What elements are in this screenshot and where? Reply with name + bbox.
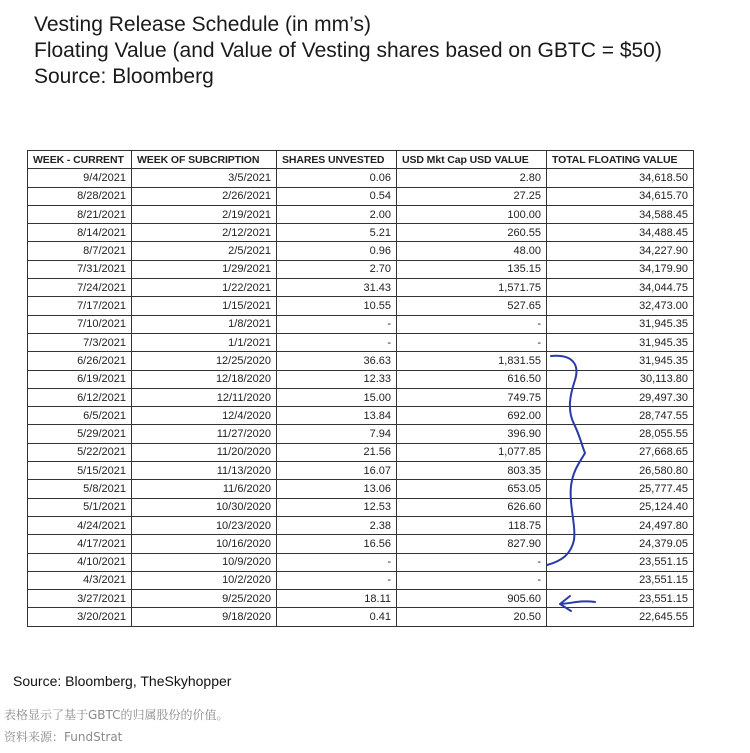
cell-week-current: 5/1/2021	[28, 498, 132, 516]
cell-shares-unvested: 12.53	[277, 498, 397, 516]
cell-week-subscription: 2/12/2021	[132, 224, 277, 242]
cell-usd-value: 396.90	[397, 425, 547, 443]
cell-shares-unvested: 36.63	[277, 352, 397, 370]
cell-week-subscription: 11/13/2020	[132, 462, 277, 480]
heading-title: Vesting Release Schedule (in mm’s)	[34, 13, 371, 36]
cell-shares-unvested: 12.33	[277, 370, 397, 388]
cell-week-current: 5/8/2021	[28, 480, 132, 498]
footer-caption-cn: 表格显示了基于GBTC的归属股份的价值。	[4, 708, 229, 722]
cell-week-subscription: 10/30/2020	[132, 498, 277, 516]
table-row	[28, 205, 694, 223]
table-row	[28, 553, 694, 571]
table-row	[28, 169, 694, 187]
cell-week-subscription: 3/5/2021	[132, 169, 277, 187]
cell-week-subscription: 12/11/2020	[132, 388, 277, 406]
cell-week-current: 7/31/2021	[28, 260, 132, 278]
cell-week-subscription: 1/1/2021	[132, 333, 277, 351]
cell-total-floating: 32,473.00	[547, 297, 694, 315]
cell-total-floating: 22,645.55	[547, 608, 694, 626]
vesting-table-container	[27, 150, 694, 627]
cell-shares-unvested: -	[277, 571, 397, 589]
cell-usd-value: 1,571.75	[397, 279, 547, 297]
cell-week-current: 8/14/2021	[28, 224, 132, 242]
cell-usd-value: 626.60	[397, 498, 547, 516]
cell-usd-value: 827.90	[397, 535, 547, 553]
cell-usd-value: 48.00	[397, 242, 547, 260]
cell-total-floating: 34,615.70	[547, 187, 694, 205]
cell-total-floating: 31,945.35	[547, 352, 694, 370]
cell-week-subscription: 1/22/2021	[132, 279, 277, 297]
cell-week-subscription: 11/6/2020	[132, 480, 277, 498]
cell-usd-value: 27.25	[397, 187, 547, 205]
cell-week-current: 3/20/2021	[28, 608, 132, 626]
col-week-subscription: WEEK OF SUBCRIPTION	[132, 151, 277, 169]
cell-total-floating: 23,551.15	[547, 553, 694, 571]
cell-usd-value: 616.50	[397, 370, 547, 388]
table-row	[28, 608, 694, 626]
cell-usd-value: 1,077.85	[397, 443, 547, 461]
cell-week-subscription: 11/20/2020	[132, 443, 277, 461]
cell-usd-value: -	[397, 333, 547, 351]
cell-week-current: 5/22/2021	[28, 443, 132, 461]
cell-week-current: 6/19/2021	[28, 370, 132, 388]
cell-total-floating: 31,945.35	[547, 315, 694, 333]
cell-usd-value: 20.50	[397, 608, 547, 626]
footer-source-cn: 资料来源：FundStrat	[4, 730, 123, 744]
cell-week-current: 5/15/2021	[28, 462, 132, 480]
table-row	[28, 279, 694, 297]
cell-shares-unvested: 13.84	[277, 407, 397, 425]
table-row	[28, 333, 694, 351]
cell-week-current: 8/28/2021	[28, 187, 132, 205]
table-row	[28, 370, 694, 388]
table-row	[28, 590, 694, 608]
cell-shares-unvested: 16.56	[277, 535, 397, 553]
col-total-floating: TOTAL FLOATING VALUE	[547, 151, 694, 169]
heading-subtitle: Floating Value (and Value of Vesting shares based on GBTC = $50)	[34, 39, 662, 62]
col-week-current: WEEK - CURRENT	[28, 151, 132, 169]
cell-total-floating: 29,497.30	[547, 388, 694, 406]
cell-shares-unvested: -	[277, 315, 397, 333]
cell-week-subscription: 11/27/2020	[132, 425, 277, 443]
cell-total-floating: 23,551.15	[547, 571, 694, 589]
cell-shares-unvested: 7.94	[277, 425, 397, 443]
cell-shares-unvested: 13.06	[277, 480, 397, 498]
cell-week-current: 7/3/2021	[28, 333, 132, 351]
cell-week-subscription: 12/4/2020	[132, 407, 277, 425]
cell-usd-value: 118.75	[397, 516, 547, 534]
cell-usd-value: 1,831.55	[397, 352, 547, 370]
cell-usd-value: 749.75	[397, 388, 547, 406]
table-row	[28, 571, 694, 589]
cell-week-current: 7/24/2021	[28, 279, 132, 297]
cell-total-floating: 24,379.05	[547, 535, 694, 553]
cell-week-current: 8/21/2021	[28, 205, 132, 223]
table-row	[28, 242, 694, 260]
table-row	[28, 260, 694, 278]
table-row	[28, 407, 694, 425]
cell-total-floating: 34,179.90	[547, 260, 694, 278]
cell-usd-value: 2.80	[397, 169, 547, 187]
cell-week-current: 4/17/2021	[28, 535, 132, 553]
cell-week-subscription: 1/8/2021	[132, 315, 277, 333]
footer-source: Source: Bloomberg, TheSkyhopper	[13, 673, 232, 689]
cell-week-current: 9/4/2021	[28, 169, 132, 187]
table-header-row	[28, 151, 694, 169]
col-usd-value: USD Mkt Cap USD VALUE	[397, 151, 547, 169]
cell-week-current: 7/10/2021	[28, 315, 132, 333]
heading-source: Source: Bloomberg	[34, 65, 214, 88]
cell-week-subscription: 2/19/2021	[132, 205, 277, 223]
cell-total-floating: 24,497.80	[547, 516, 694, 534]
table-row	[28, 224, 694, 242]
cell-total-floating: 31,945.35	[547, 333, 694, 351]
cell-total-floating: 25,777.45	[547, 480, 694, 498]
table-row	[28, 297, 694, 315]
cell-shares-unvested: 16.07	[277, 462, 397, 480]
table-row	[28, 388, 694, 406]
cell-shares-unvested: 5.21	[277, 224, 397, 242]
cell-usd-value: 803.35	[397, 462, 547, 480]
cell-shares-unvested: 0.96	[277, 242, 397, 260]
cell-week-current: 5/29/2021	[28, 425, 132, 443]
cell-week-subscription: 2/5/2021	[132, 242, 277, 260]
cell-week-current: 3/27/2021	[28, 590, 132, 608]
cell-total-floating: 34,588.45	[547, 205, 694, 223]
cell-total-floating: 34,488.45	[547, 224, 694, 242]
cell-total-floating: 23,551.15	[547, 590, 694, 608]
cell-week-subscription: 1/15/2021	[132, 297, 277, 315]
cell-usd-value: 260.55	[397, 224, 547, 242]
table-row	[28, 516, 694, 534]
cell-total-floating: 27,668.65	[547, 443, 694, 461]
cell-week-subscription: 10/2/2020	[132, 571, 277, 589]
col-shares-unvested: SHARES UNVESTED	[277, 151, 397, 169]
cell-week-current: 4/10/2021	[28, 553, 132, 571]
table-row	[28, 498, 694, 516]
cell-week-subscription: 12/18/2020	[132, 370, 277, 388]
cell-week-current: 8/7/2021	[28, 242, 132, 260]
vesting-table	[27, 150, 694, 627]
cell-week-subscription: 2/26/2021	[132, 187, 277, 205]
table-row	[28, 352, 694, 370]
table-row	[28, 480, 694, 498]
cell-week-subscription: 9/25/2020	[132, 590, 277, 608]
table-row	[28, 315, 694, 333]
table-row	[28, 425, 694, 443]
cell-usd-value: 527.65	[397, 297, 547, 315]
cell-week-current: 6/12/2021	[28, 388, 132, 406]
cell-shares-unvested: 31.43	[277, 279, 397, 297]
cell-shares-unvested: 2.38	[277, 516, 397, 534]
cell-week-subscription: 12/25/2020	[132, 352, 277, 370]
cell-week-subscription: 10/9/2020	[132, 553, 277, 571]
cell-shares-unvested: 2.00	[277, 205, 397, 223]
cell-week-current: 6/5/2021	[28, 407, 132, 425]
cell-week-subscription: 1/29/2021	[132, 260, 277, 278]
cell-shares-unvested: 0.41	[277, 608, 397, 626]
cell-shares-unvested: 2.70	[277, 260, 397, 278]
cell-total-floating: 28,747.55	[547, 407, 694, 425]
heading	[34, 12, 662, 90]
cell-week-subscription: 10/23/2020	[132, 516, 277, 534]
cell-week-subscription: 9/18/2020	[132, 608, 277, 626]
cell-usd-value: 905.60	[397, 590, 547, 608]
cell-shares-unvested: 18.11	[277, 590, 397, 608]
cell-total-floating: 30,113.80	[547, 370, 694, 388]
cell-usd-value: 653.05	[397, 480, 547, 498]
cell-total-floating: 34,618.50	[547, 169, 694, 187]
cell-usd-value: -	[397, 315, 547, 333]
table-body	[28, 169, 694, 626]
cell-shares-unvested: 15.00	[277, 388, 397, 406]
cell-usd-value: 100.00	[397, 205, 547, 223]
cell-week-current: 4/24/2021	[28, 516, 132, 534]
cell-total-floating: 34,044.75	[547, 279, 694, 297]
cell-total-floating: 26,580.80	[547, 462, 694, 480]
cell-week-subscription: 10/16/2020	[132, 535, 277, 553]
cell-usd-value: 692.00	[397, 407, 547, 425]
cell-shares-unvested: -	[277, 553, 397, 571]
cell-shares-unvested: 21.56	[277, 443, 397, 461]
cell-total-floating: 28,055.55	[547, 425, 694, 443]
cell-shares-unvested: 0.54	[277, 187, 397, 205]
cell-usd-value: -	[397, 553, 547, 571]
cell-week-current: 6/26/2021	[28, 352, 132, 370]
cell-shares-unvested: 10.55	[277, 297, 397, 315]
cell-week-current: 4/3/2021	[28, 571, 132, 589]
cell-total-floating: 25,124.40	[547, 498, 694, 516]
table-row	[28, 535, 694, 553]
table-row	[28, 187, 694, 205]
cell-usd-value: -	[397, 571, 547, 589]
table-row	[28, 462, 694, 480]
cell-total-floating: 34,227.90	[547, 242, 694, 260]
cell-shares-unvested: -	[277, 333, 397, 351]
cell-shares-unvested: 0.06	[277, 169, 397, 187]
table-row	[28, 443, 694, 461]
cell-usd-value: 135.15	[397, 260, 547, 278]
cell-week-current: 7/17/2021	[28, 297, 132, 315]
